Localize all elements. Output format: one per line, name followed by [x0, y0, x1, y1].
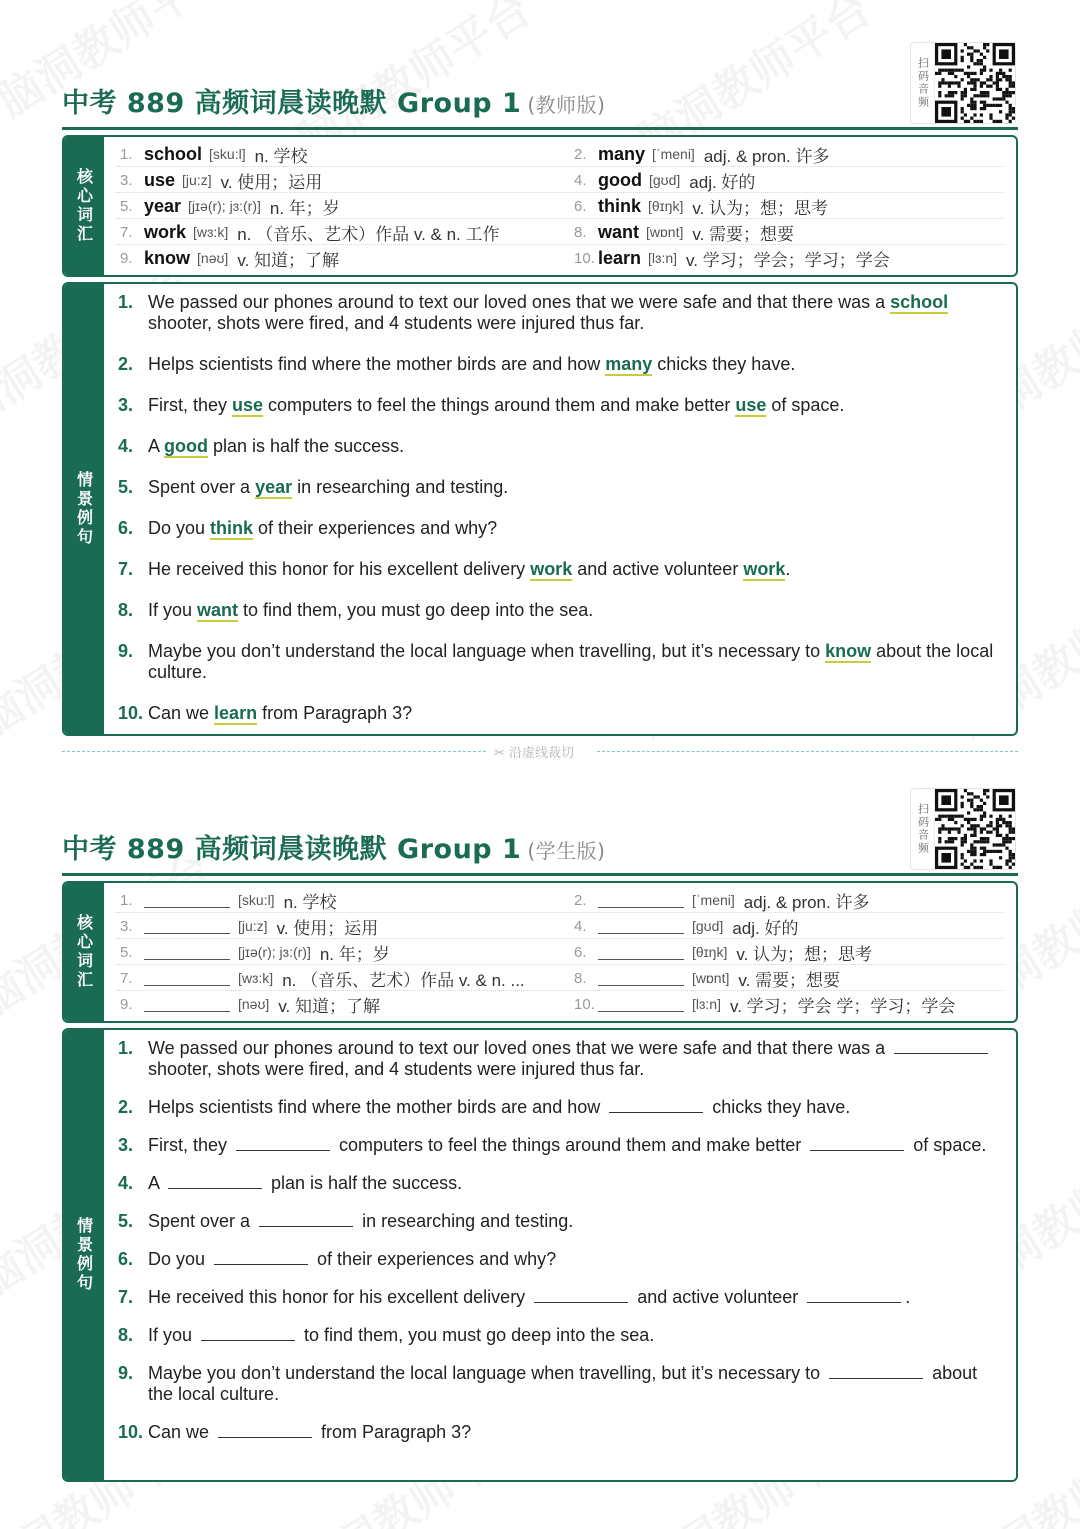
sentence-text: of their experiences and why? [312, 1249, 557, 1269]
vocab-phonetic: [gʊd] [692, 918, 724, 934]
vocab-number: 2. [574, 891, 587, 909]
sentence-text: about the local culture. [148, 641, 994, 682]
examples-side-label: 情景例句 [64, 284, 104, 734]
answer-blank[interactable] [144, 996, 230, 1012]
answer-blank[interactable] [259, 1212, 353, 1227]
answer-blank[interactable] [144, 970, 230, 986]
student-examples-panel [62, 1028, 1018, 1482]
vocab-meaning: v. 需要；想要 [692, 224, 795, 244]
vocab-phonetic: [nəʊ] [238, 996, 270, 1012]
vocab-phonetic: [wɜ:k] [238, 970, 274, 986]
example-sentence [116, 1249, 1002, 1270]
answer-blank[interactable] [144, 892, 230, 908]
vocab-number: 6. [574, 943, 587, 961]
highlight-word: work [530, 559, 573, 579]
vocab-entry [120, 965, 550, 991]
vocab-row [116, 913, 1004, 939]
answer-blank[interactable] [236, 1136, 330, 1151]
title-text: 中考 889 高频词晨读晚默 Group 1 [62, 88, 522, 119]
highlight-word: think [210, 518, 254, 538]
examples-side-label: 情景例句 [64, 1030, 104, 1480]
vocab-word: use [144, 169, 176, 190]
sentence-text: A [148, 436, 165, 456]
vocab-entry [574, 939, 1004, 965]
vocab-meaning: v. 学习；学会 学；学习；学会 [729, 996, 956, 1016]
vocab-meaning: adj. & pron. 许多 [703, 146, 830, 166]
highlight-word: use [735, 395, 767, 415]
example-sentence [116, 1173, 1002, 1194]
vocab-meaning: adj. 好的 [732, 918, 799, 938]
page-title-student [62, 827, 605, 866]
sentence-number: 5. [118, 1211, 134, 1231]
example-sentence [116, 292, 1002, 334]
vocab-entry [574, 167, 1004, 193]
highlight-word: want [197, 600, 239, 620]
vocab-meaning: v. 知道；了解 [237, 250, 340, 270]
student-vocab-panel [62, 881, 1018, 1023]
highlight-word: year [255, 477, 293, 497]
vocab-number: 8. [574, 969, 587, 987]
example-sentence [116, 354, 1002, 375]
vocab-word: school [144, 143, 203, 164]
example-sentence [116, 1038, 1002, 1080]
sentence-text: to find them, you must go deep into the sea. [238, 600, 594, 620]
teacher-examples-panel [62, 282, 1018, 736]
vocab-meaning: v. 使用；运用 [276, 918, 379, 938]
answer-blank[interactable] [598, 944, 684, 960]
vocab-word: know [144, 247, 191, 268]
vocab-number: 10. [574, 249, 595, 267]
sentence-text: plan is half the success. [208, 436, 405, 456]
vocab-entry [120, 219, 550, 245]
answer-blank[interactable] [598, 892, 684, 908]
title-divider [62, 873, 1018, 876]
sentence-text: chicks they have. [707, 1097, 851, 1117]
answer-blank[interactable] [829, 1364, 923, 1379]
qr-code-icon[interactable] [935, 789, 1015, 869]
vocab-number: 5. [120, 197, 133, 215]
version-label: (学生版) [527, 839, 606, 863]
vocab-entry [120, 245, 550, 271]
highlight-word: use [232, 395, 264, 415]
highlight-word: many [605, 354, 653, 374]
vocab-number: 3. [120, 917, 133, 935]
highlight-word: know [825, 641, 872, 661]
vocab-meaning: adj. 好的 [689, 172, 756, 192]
qr-audio-card[interactable] [910, 788, 1016, 870]
sentence-text: of space. [766, 395, 845, 415]
vocab-number: 3. [120, 171, 133, 189]
vocab-entry [574, 193, 1004, 219]
example-sentence [116, 1422, 1002, 1443]
vocab-meaning: v. 认为；想；思考 [736, 944, 873, 964]
sentence-text: Do you [148, 1249, 211, 1269]
version-label: (教师版) [527, 93, 606, 117]
vocab-phonetic: [wɒnt] [692, 970, 730, 986]
student-header [62, 788, 1018, 876]
title-text: 中考 889 高频词晨读晚默 Group 1 [62, 834, 522, 865]
example-sentence [116, 1325, 1002, 1346]
answer-blank[interactable] [894, 1039, 988, 1054]
example-sentence [116, 600, 1002, 621]
sentence-number: 6. [118, 1249, 134, 1269]
vocab-phonetic: [lɜ:n] [692, 996, 721, 1012]
sentence-text: of their experiences and why? [253, 518, 498, 538]
vocab-entry [574, 887, 1004, 913]
vocab-entry [574, 219, 1004, 245]
vocab-word: many [598, 143, 646, 164]
vocab-row [116, 193, 1004, 219]
sentence-number: 5. [118, 477, 134, 497]
vocab-meaning: n. 学校 [283, 892, 337, 912]
vocab-meaning: n. 年；岁 [319, 944, 390, 964]
example-sentence [116, 1363, 1002, 1405]
vocab-number: 9. [120, 995, 133, 1013]
sentence-text: . [785, 559, 791, 579]
vocab-meaning: v. 认为；想；思考 [692, 198, 829, 218]
vocab-phonetic: [ju:z] [182, 172, 212, 188]
vocab-entry [574, 245, 1004, 271]
sentence-text: plan is half the success. [266, 1173, 463, 1193]
vocab-word: good [598, 169, 642, 190]
vocab-entry [120, 167, 550, 193]
vocab-phonetic: [ˈmeni] [692, 892, 735, 908]
qr-audio-card[interactable] [910, 42, 1016, 124]
teacher-header [62, 42, 1018, 130]
sentence-text: chicks they have. [652, 354, 796, 374]
vocab-number: 7. [120, 223, 133, 241]
vocab-phonetic: [jɪə(r); jɜ:(r)] [238, 944, 311, 960]
sentence-text: Can we [148, 703, 215, 723]
answer-blank[interactable] [598, 918, 684, 934]
vocab-number: 8. [574, 223, 587, 241]
highlight-word: school [890, 292, 949, 312]
sentence-text: and active volunteer [632, 1287, 804, 1307]
answer-blank[interactable] [201, 1326, 295, 1341]
vocab-phonetic: [wɜ:k] [193, 224, 229, 240]
vocab-entry [574, 141, 1004, 167]
sentence-text: Helps scientists find where the mother birds are and how [148, 354, 606, 374]
sentence-list [116, 1038, 1002, 1443]
vocab-phonetic: [nəʊ] [197, 250, 229, 266]
sentence-number: 9. [118, 641, 134, 661]
vocab-entry [574, 991, 1004, 1017]
sentence-text: . [905, 1287, 911, 1307]
answer-blank[interactable] [609, 1098, 703, 1113]
cut-line [62, 745, 1018, 761]
vocab-number: 9. [120, 249, 133, 267]
answer-blank[interactable] [218, 1423, 312, 1438]
sentence-text: in researching and testing. [292, 477, 509, 497]
sentence-number: 8. [118, 1325, 134, 1345]
vocab-phonetic: [θɪŋk] [648, 198, 684, 214]
qr-label: 扫码音频 [911, 43, 935, 123]
vocab-meaning: v. 学习；学会；学习；学会 [686, 250, 890, 270]
sentence-text: from Paragraph 3? [316, 1422, 472, 1442]
sentence-number: 6. [118, 518, 134, 538]
vocab-number: 4. [574, 917, 587, 935]
vocab-number: 7. [120, 969, 133, 987]
vocab-phonetic: [ju:z] [238, 918, 268, 934]
vocab-row [116, 939, 1004, 965]
sentence-text: Spent over a [148, 477, 256, 497]
sentence-text: A [148, 1173, 165, 1193]
sentence-text: shooter, shots were fired, and 4 students were injured thus far. [148, 1059, 645, 1079]
vocab-number: 2. [574, 145, 587, 163]
vocab-side-label: 核心词汇 [64, 883, 104, 1021]
example-sentence [116, 395, 1002, 416]
sentence-text: Helps scientists find where the mother birds are and how [148, 1097, 606, 1117]
sentence-number: 2. [118, 1097, 134, 1117]
sentence-number: 10. [118, 1422, 144, 1442]
vocab-word: work [144, 221, 187, 242]
vocab-meaning: n. 年；岁 [269, 198, 340, 218]
vocab-entry [120, 887, 550, 913]
answer-blank[interactable] [807, 1288, 901, 1303]
vocab-number: 1. [120, 145, 133, 163]
vocab-entry [120, 939, 550, 965]
sentence-number: 9. [118, 1363, 134, 1383]
answer-blank[interactable] [144, 918, 230, 934]
vocab-meaning: n. 学校 [254, 146, 308, 166]
vocab-phonetic: [lɜ:n] [648, 250, 678, 266]
sentence-text: Can we [148, 1422, 215, 1442]
vocab-grid [116, 887, 1004, 1017]
vocab-meaning: n. （音乐、艺术）作品 v. & n. ... [282, 970, 525, 990]
sentence-text: and active volunteer [572, 559, 744, 579]
vocab-grid [116, 141, 1004, 271]
sentence-text: Maybe you don’t understand the local language when travelling, but it’s necessary to [148, 1363, 826, 1383]
sentence-number: 7. [118, 1287, 134, 1307]
sentence-number: 1. [118, 292, 134, 312]
example-sentence [116, 1211, 1002, 1232]
vocab-entry [120, 913, 550, 939]
vocab-row [116, 887, 1004, 913]
sentence-text: If you [148, 600, 198, 620]
example-sentence [116, 1287, 1002, 1308]
vocab-entry [574, 965, 1004, 991]
sentence-text: about the local culture. [148, 1363, 978, 1404]
sentence-text: Maybe you don’t understand the local language when travelling, but it’s necessary to [148, 641, 826, 661]
example-sentence [116, 559, 1002, 580]
vocab-word: learn [598, 247, 642, 268]
vocab-row [116, 965, 1004, 991]
qr-label: 扫码音频 [911, 789, 935, 869]
vocab-meaning: v. 使用；运用 [220, 172, 323, 192]
vocab-entry [120, 991, 550, 1017]
vocab-row [116, 245, 1004, 271]
sentence-text: from Paragraph 3? [257, 703, 413, 723]
teacher-vocab-panel [62, 135, 1018, 277]
sentence-number: 4. [118, 1173, 134, 1193]
sentence-text: He received this honor for his excellent delivery [148, 1287, 531, 1307]
vocab-entry [120, 141, 550, 167]
sentence-number: 4. [118, 436, 134, 456]
answer-blank[interactable] [144, 944, 230, 960]
example-sentence [116, 1097, 1002, 1118]
vocab-row [116, 219, 1004, 245]
sentence-text: shooter, shots were fired, and 4 students were injured thus far. [148, 313, 645, 333]
vocab-phonetic: [sku:l] [209, 146, 246, 162]
sentence-text: to find them, you must go deep into the sea. [299, 1325, 655, 1345]
vocab-row [116, 167, 1004, 193]
sentence-number: 3. [118, 395, 134, 415]
example-sentence [116, 477, 1002, 498]
vocab-word: year [144, 195, 182, 216]
sentence-text: We passed our phones around to text our loved ones that we were safe and that there was a [148, 1038, 891, 1058]
highlight-word: work [743, 559, 786, 579]
answer-blank[interactable] [810, 1136, 904, 1151]
sentence-text: First, they [148, 1135, 233, 1155]
example-sentence [116, 703, 1002, 724]
highlight-word: good [164, 436, 208, 456]
vocab-entry [574, 913, 1004, 939]
vocab-number: 10. [574, 995, 595, 1013]
vocab-word: think [598, 195, 641, 216]
vocab-phonetic: [ˈmeni] [652, 146, 695, 162]
sentence-text: If you [148, 1325, 198, 1345]
vocab-number: 1. [120, 891, 133, 909]
vocab-row [116, 141, 1004, 167]
sentence-number: 1. [118, 1038, 134, 1058]
page-title [62, 81, 605, 120]
vocab-row [116, 991, 1004, 1017]
sentence-text: Do you [148, 518, 211, 538]
sentence-text: First, they [148, 395, 233, 415]
title-divider [62, 127, 1018, 130]
sentence-number: 8. [118, 600, 134, 620]
sentence-number: 10. [118, 703, 144, 723]
vocab-phonetic: [jɪə(r); jɜ:(r)] [188, 198, 261, 214]
sentence-text: of space. [908, 1135, 987, 1155]
sentence-text: in researching and testing. [357, 1211, 574, 1231]
vocab-meaning: adj. & pron. 许多 [743, 892, 870, 912]
vocab-number: 6. [574, 197, 587, 215]
vocab-word: want [598, 221, 640, 242]
sentence-text: He received this honor for his excellent delivery [148, 559, 531, 579]
example-sentence [116, 1135, 1002, 1156]
sentence-text: Spent over a [148, 1211, 256, 1231]
vocab-phonetic: [sku:l] [238, 892, 275, 908]
vocab-phonetic: [θɪŋk] [692, 944, 728, 960]
sentence-number: 2. [118, 354, 134, 374]
sentence-list [116, 292, 1002, 724]
vocab-number: 5. [120, 943, 133, 961]
answer-blank[interactable] [214, 1250, 308, 1265]
vocab-phonetic: [wɒnt] [646, 224, 684, 240]
qr-code-icon[interactable] [935, 43, 1015, 123]
sentence-text: We passed our phones around to text our loved ones that we were safe and that there was a [148, 292, 891, 312]
answer-blank[interactable] [598, 996, 684, 1012]
cut-line-label: ✂ 沿虚线裁切 [494, 746, 575, 761]
example-sentence [116, 641, 1002, 683]
vocab-meaning: v. 需要；想要 [738, 970, 841, 990]
vocab-number: 4. [574, 171, 587, 189]
highlight-word: learn [214, 703, 258, 723]
answer-blank[interactable] [598, 970, 684, 986]
example-sentence [116, 518, 1002, 539]
answer-blank[interactable] [534, 1288, 628, 1303]
vocab-side-label: 核心词汇 [64, 137, 104, 275]
vocab-entry [120, 193, 550, 219]
sentence-number: 3. [118, 1135, 134, 1155]
sentence-number: 7. [118, 559, 134, 579]
vocab-meaning: v. 知道；了解 [278, 996, 380, 1016]
sentence-text: computers to feel the things around them and make better [263, 395, 736, 415]
example-sentence [116, 436, 1002, 457]
answer-blank[interactable] [168, 1174, 262, 1189]
sentence-text: computers to feel the things around them and make better [334, 1135, 807, 1155]
vocab-meaning: n. （音乐、艺术）作品 v. & n. 工作 [237, 224, 500, 244]
vocab-phonetic: [gʊd] [648, 172, 681, 188]
